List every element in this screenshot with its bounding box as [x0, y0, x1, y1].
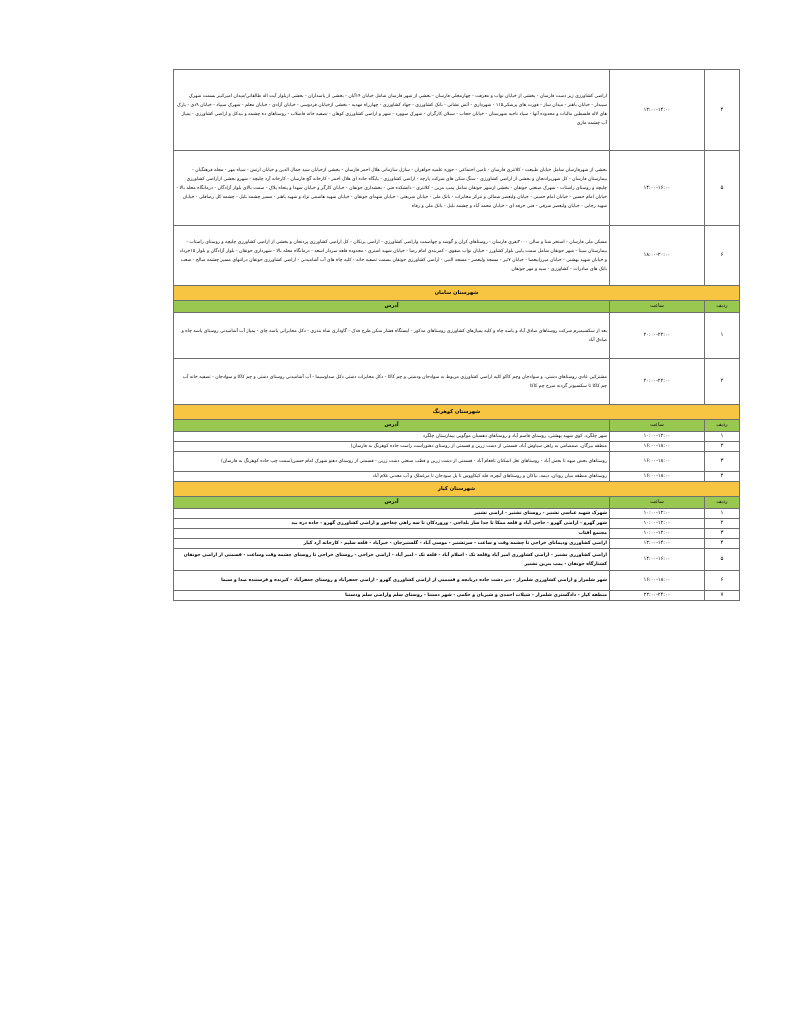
time-range: ۱۲:۰۰-۱۴:۰۰: [610, 70, 705, 151]
header-index: ردیف: [705, 497, 740, 509]
time-range: ۱۶:۰۰-۱۸:۰۰: [610, 452, 705, 472]
time-range: ۱۰:۰۰-۱۲:۰۰: [610, 432, 705, 442]
row-index: ۲: [705, 359, 740, 405]
address-cell: شهر گهرو - اراضی گهرو - حاجی آباد و قلعه ممکا تا جدا ساز بلداجی - وزوردکان تا سه راهی چغاخور و اراضی کشاورزی گهرو - جاده دره بید: [174, 519, 610, 529]
table-row: [174, 359, 740, 405]
address-cell: روستاهای منطقه میان رودان، دیمه، نیاکان و روستاهای آبچره، قله کیکاووس تا پل سودجان تا مرغملک و آب معدنی غلام آباد: [174, 472, 610, 482]
address-cell: شهر چلگرد، کوی شهید بهشتی، روستای قاسم آباد و روستاهای دهستان موگویی بیمارستان چلگرد: [174, 432, 610, 442]
row-index: ۱: [705, 509, 740, 519]
row-index: ۲: [705, 442, 740, 452]
address-cell: روستاهای بخش میهه تا بخش آباد - روستاهای تعل اشکنان تافغام آباد - قسمتی از دشت زرین و قطب صنعتی دشت زرین - قسمتی از روستای دهنو شهرک امام حسین(سمت چپ جاده کوهرنگ به فارسان): [174, 452, 610, 472]
row-index: ۵: [705, 151, 740, 226]
header-address: آدرس: [174, 497, 610, 509]
table-row: [174, 509, 740, 519]
time-range: ۲۲:۰۰-۲۴:۰۰: [610, 591, 705, 601]
table-row: [174, 313, 740, 359]
table-row: [174, 539, 740, 549]
table-row: [174, 70, 740, 151]
address-cell: مجتمع آفتاب: [174, 529, 610, 539]
table-body: [174, 70, 740, 601]
address-cell: شهرک شهید عباسی تشنیز - روستای تشنیز - اراضی تشنیز: [174, 509, 610, 519]
address-cell: شهر شلمزار و اراضی کشاورزی شلمزار - دیز دشت جاده دربابچه و قسمتی از اراضی کشاورزی گهرو - اراضی جعفرآباد و روستای جعفرآباد - کیرنده و فرستنده صدا و سیما: [174, 571, 610, 591]
table-row: [174, 472, 740, 482]
address-cell: اراضی کشاورزی تشنیز - اراضی کشاورزی امیر آباد وقلعه تک - اسلام آباد - قلعه تک - امیر آباد - اراضی خراجی - روستای خراجی تا روستای چشمه وقت وساعت - قسمتی از اراضی جونقان کشتارگاه جونقان - پمپ بنزین تشنیز: [174, 549, 610, 571]
row-index: ۴: [705, 70, 740, 151]
table-row: [174, 151, 740, 226]
table-row: [174, 442, 740, 452]
address-cell: اراضی کشاورزی زیر دست فارسان - بخشی از خیابان نواب و معرفت - چهارمحلی فارسان - بخشی از شهر فارسان شامل خیابان ۱۴آبان - بخشی از پاسداران - بخشی ازبلوار آیت اله طالقانی/میدان امیرکبیر بسمت شهرک سپیدار - خیابان باهنر - میدان ساز - قورت های پزشکی۱۱۵ - شهرداری - آتش نشانی - بانک کشاورزی - جهاد کشاورزی - چهارراه مهدیه - بخشی ازخیابان فردوسی - خیابان آزادی - خیابان معلم - شهرک سپیاد - خیابان ۹دی - پارک های لاله فلسطین مالیات و محدوده آنها - سپاد ناحیه شهرستان - خیابان حجاب - سیلان کارگران - شهرک سوورد - شهر و اراضی کشاورزی کوهان - تصفیه خانه فاضلاب - روستاهای ده چشمه و بیدکل و اراضی کشاورزی - پمپاژ آب چشمه مازی: [174, 70, 610, 151]
row-index: ۴: [705, 472, 740, 482]
time-range: ۱۸:۰۰-۲۰:۰۰: [610, 226, 705, 286]
time-range: ۱۶:۰۰-۱۸:۰۰: [610, 571, 705, 591]
table-row: [174, 519, 740, 529]
section-title: شهرستان سامان: [174, 286, 740, 301]
header-row: [174, 420, 740, 432]
time-range: ۲۰:۰۰-۲۲:۰۰: [610, 359, 705, 405]
section-title-row: [174, 405, 740, 420]
time-range: ۱۰:۰۰-۱۲:۰۰: [610, 519, 705, 529]
table-row: [174, 529, 740, 539]
header-time: ساعت: [610, 301, 705, 313]
row-index: ۱: [705, 432, 740, 442]
table-row: [174, 432, 740, 442]
outage-schedule-table: [174, 69, 740, 601]
row-index: ۶: [705, 226, 740, 286]
header-row: [174, 497, 740, 509]
time-range: ۱۰:۰۰-۱۲:۰۰: [610, 509, 705, 519]
header-time: ساعت: [610, 420, 705, 432]
time-range: ۱۴:۰۰-۱۶:۰۰: [610, 549, 705, 571]
header-time: ساعت: [610, 497, 705, 509]
address-cell: منطقه کیار - دادگستری شلمزار - شیلات احمدی و شیریان و حکمی - شهر دستنا - روستای سلم واراضی سلم ودستنا: [174, 591, 610, 601]
header-index: ردیف: [705, 301, 740, 313]
section-title: شهرستان کیار: [174, 482, 740, 497]
address-cell: مشترکین عادی روستاهای دشتی، و سوادجان وچم کاکو کلیه اراضی کشاورزی مربوط به سوادجان ودشتی و چم کاکا - دکل مخابرات دشتی دکل صداوسیما - آب آشامیدنی روستای دشتی و چم کاکا و سوادجان - تصفیه خانه آب چم کاکا تا سکسیونر گردنه سرخ چم کاکا: [174, 359, 610, 405]
row-index: ۷: [705, 591, 740, 601]
table-row: [174, 226, 740, 286]
row-index: ۲: [705, 519, 740, 529]
time-range: ۱۶:۰۰-۱۸:۰۰: [610, 442, 705, 452]
table-row: [174, 549, 740, 571]
address-cell: منطقه بیرگان، صمصامی به راهی سیاوش آباد، قسمتی از دشت زرین و قسمتی از روستای دهنوراست راست جاده کوهرنگ به فارسان): [174, 442, 610, 452]
row-index: ۱: [705, 313, 740, 359]
row-index: ۴: [705, 539, 740, 549]
section-title: شهرستان کوهرنگ: [174, 405, 740, 420]
row-index: ۳: [705, 452, 740, 472]
address-cell: اراضی کشاورزی ودیمانای خراجی تا چشمه وقت و ساعت - سرتشنیز - موسی آباد - گلستیزجان - خیرآباد - قلعه سلیم - کارخانه آرد کیار: [174, 539, 610, 549]
table-row: [174, 571, 740, 591]
header-index: ردیف: [705, 420, 740, 432]
header-address: آدرس: [174, 301, 610, 313]
time-range: ۱۶:۰۰-۱۸:۰۰: [610, 472, 705, 482]
row-index: ۳: [705, 529, 740, 539]
time-range: ۱۴:۰۰-۱۶:۰۰: [610, 151, 705, 226]
row-index: ۶: [705, 571, 740, 591]
table-row: [174, 591, 740, 601]
section-title-row: [174, 482, 740, 497]
address-cell: بخشی از شهرفارسان شامل خیابان طبیعت - کلانتری فارسان - تامین اجتماعی - حوزه علمیه خواهران - سازل سازمانی هلال احمر فارسان - بخشی ازخیابان سید جمال الدین و خیابان ارتش - سپاه مهر - محله فرهنگیان - بیمارستان فارسان - کل شهرپرادنجان و بخشی از اراضی کشاورزی - سنگ شکن های شرکت پارچه - اراضی کشاورزی - پایگاه جاده ای هلال احمر - کارخانه گچ فارسان - کارخانه آرد چلیچه - شهرو بخشی ازاراضی کشاورزی چلیچه و روستای راستاب - شهرک صنعتی جونقان - بخشی ازشهر جونقان شامل پمپ بنزین - کلانتری - دانشکده فنی - بخشداری جونقان - خیابان کارگر و خیابان شهدا و پنجاه پلاک - سمت بالای بلوار آزادگان - درمانگاه محله بالا - خیابان امام حسین - خیابان امام خمینی - خیابان ولیعصر شمالی و مرکز مخابرات - بانک ملی - خیابان شریعتی - خیابان شهدای جونقان - خیابان شهید هاشمی نژاد و شهید باهنر - مسیر چشمه بلبل - چشمه کل رضاقلی - خیابان شهید رجایی - خیابان ولیعصر شرقی - فنی حرفه ای - خیابان محمد آباد و چشمه بلبل - بانک ملی و رفاه: [174, 151, 610, 226]
address-cell: بعد از سکسیمبرم شرکت روستاهای صادق آباد و یاسه چاه و کلیه پمپاژهای کشاورزی روستاهای مذکور - ایستگاه فشار شکن طرح فدک - گاوداری شاه بندری - دکل مخابراتی یاسه چای - پمپاژ آب آشامیدنی روستای یاسه چاه و صادق آباد: [174, 313, 610, 359]
table-row: [174, 452, 740, 472]
row-index: ۵: [705, 549, 740, 571]
time-range: ۱۲:۰۰-۱۴:۰۰: [610, 539, 705, 549]
time-range: ۱۰:۰۰-۱۲:۰۰: [610, 529, 705, 539]
header-address: آدرس: [174, 420, 610, 432]
address-cell: مسکن ملی فارسان - استخر شنا و سالن ۲۰۰۰نفری فارسان - روستاهای کران و گوشه و چهاصمت واراضی کشاورزی - اراضی برنکان - کل اراضی کشاورزی پردنجان و بخشی از اراضی کشاورزی چلیچه و روستای راستاب - بیمارستان سینا - شهر جونقان شامل سمت پایین بلوار کشاورز - خیابان نواب صفوی - کمربندی امام رضا - خیابان شهید اشتری - محدوده قلعه سردار اسعد - درمانگاه محله بالا - شهرداری جونقان - بلوار آزادگان و بلوار ۱۵خرداد و خیابان شهید بهشتی - خیابان میرزابیعصا - خیابان ۷تیر - مسجد ولیعصر - مسجد النبی - اراضی کشاورزی جونقان بسمت تصفیه خانه - کلیه چاه های آب آشامیدنی - اراضی کشاورزی جونقان دراتنهای مسیر چشمه صالح - شعب بانک های صادرات - کشاورزی - سپه و مهر جونقان: [174, 226, 610, 286]
header-row: [174, 301, 740, 313]
time-range: ۲۰:۰۰-۲۲:۰۰: [610, 313, 705, 359]
section-title-row: [174, 286, 740, 301]
